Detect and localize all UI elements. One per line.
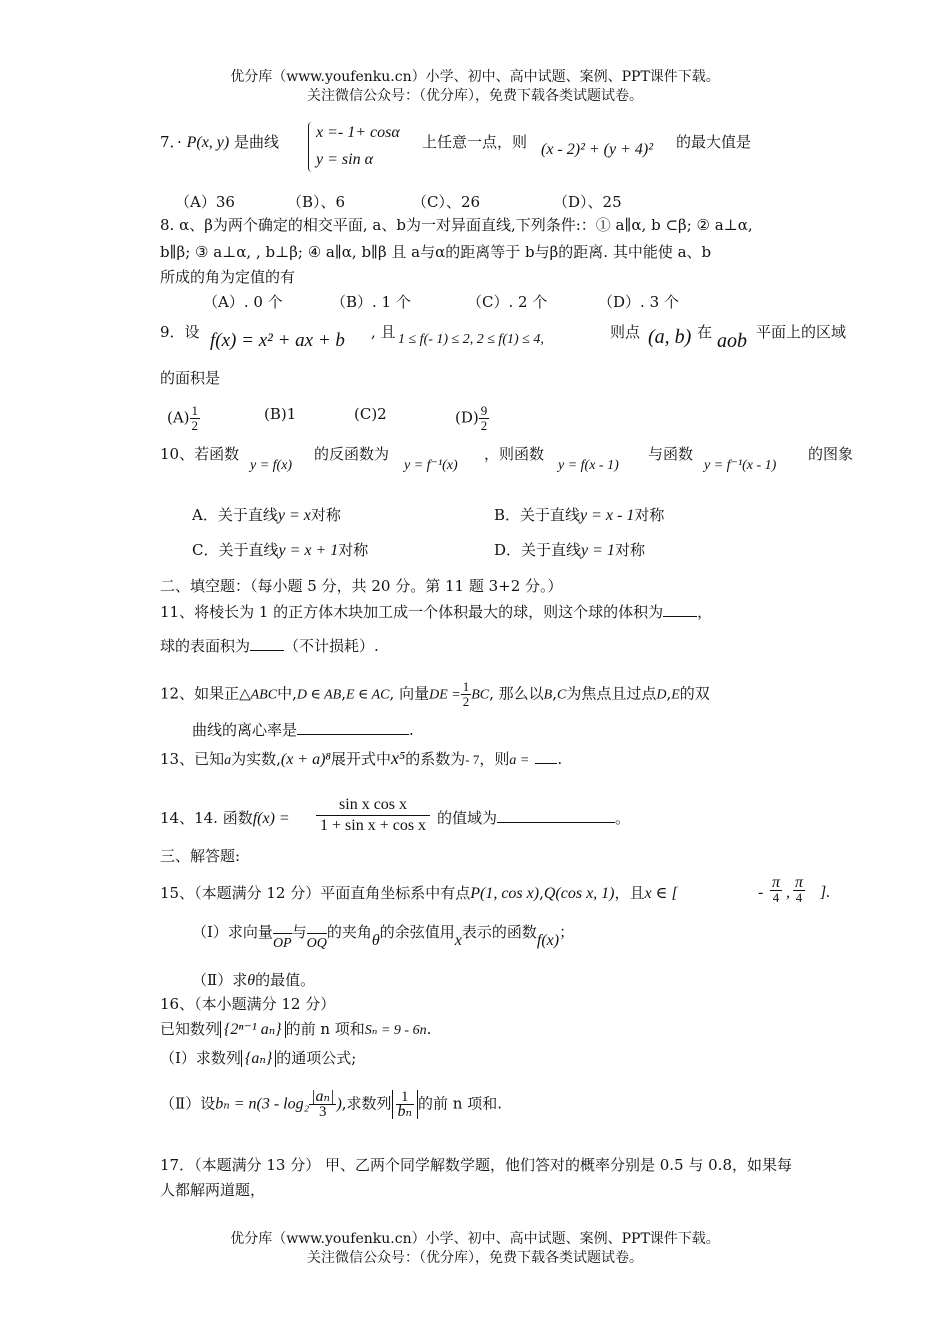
q15-part-2-text-a: （Ⅱ）求 [192,971,248,989]
q13-x5: x⁵ [391,748,406,768]
q16-part-1 [160,1048,356,1069]
q12-point-d: D [656,687,667,703]
q12-text-6: , [552,684,557,703]
q9-function: f(x) = x² + ax + b [210,330,345,351]
q15-part-2-theta: θ [247,972,256,989]
q16-text-b: 的前 n 项和 [285,1020,365,1038]
q16-part-2-text-b: ,求数列 [341,1094,392,1113]
q8-option-b: （B）. 1 个 [331,293,411,311]
q12-line-2-end: . [409,721,414,739]
q7-stem [160,132,279,153]
q10-option-d-text: D．关于直线 [494,541,582,559]
q16-part-2-text-a: （Ⅱ）设 [160,1094,216,1113]
q15-x: x [454,932,462,949]
q13-blank [535,763,557,764]
q11-blank-volume [663,616,697,617]
q10-func-4: y = f⁻¹(x - 1) [704,458,777,473]
q8-line-1: 8. α、β为两个确定的相交平面, a、b为一对异面直线,下列条件:：① a∥α, b ⊂β; ② a⊥α, [160,216,753,234]
q15-part-1-text-d: 的余弦值用 [379,923,455,941]
q9-option-d-label: (D) [455,408,479,427]
q12-vector-de: DE = [429,687,461,703]
q10-option-c [192,540,368,561]
q8-line-2: b∥β; ③ a⊥α, , b⊥β; ④ a∥α, b∥β 且 a与α的距离等于 b与β的距离. 其中能使 a、b [160,243,712,261]
q12-text-7: 为焦点且过点 [566,684,657,703]
q10-text-1: 10、若函数 [160,445,240,463]
q14-fraction-den: 1 + sin x + cos x [320,817,427,834]
q16-bn-fraction-num: |aₙ| [311,1088,335,1105]
q14-text-1 [160,808,290,829]
q10-option-c-end: 对称 [338,541,369,559]
q11-line-2-end: （不计损耗）. [284,637,379,655]
q9-option-a-label: (A) [167,408,190,427]
q12-text-8: , [666,684,672,703]
q9-text-1: , 且 [371,323,396,341]
q16-part-2 [160,1090,502,1119]
q13-text-3: 展开式中 [331,750,392,768]
q13-text-2: 为实数, [231,750,281,768]
q12-line-2-text: 曲线的离心率是 [192,721,298,739]
q7-param-eq-2: y = sin α [316,151,373,168]
q7-brace [308,122,315,172]
q16-part-1-sequence: {aₙ} [241,1050,276,1067]
q9-option-d-fraction [479,404,490,433]
q10-text-4: 与函数 [648,445,694,463]
q9-number: 9．设 [160,323,200,341]
q15-text-2: , [539,884,544,902]
q16-line-1 [160,1019,431,1041]
q13-answer-label: a = [509,753,530,768]
q16-bn: bₙ = n(3 - log₂ [215,1095,310,1113]
q12-stem [160,680,710,709]
q16-text-a: 已知数列 [160,1020,221,1038]
q15-interval-comma: , [786,884,790,901]
q15-interval-low-den: 4 [772,890,780,905]
q13-stem [160,748,562,771]
q14-label: 14、14. 函数 [160,809,253,827]
q10-option-a-eq: y = x [277,507,311,524]
q12-point-c: C [556,687,567,703]
q10-text-3: ，则函数 [484,445,545,463]
q16-bn-fraction-den: 3 [319,1104,327,1120]
q12-text-2: 中, [277,684,297,703]
q9-option-d-num: 9 [480,403,488,418]
q16-text-c: . [426,1020,432,1038]
q12-cond-1: D ∈ AB [296,687,342,703]
q17-line-1: 17．（本题满分 13 分） 甲、乙两个同学解数学题，他们答对的概率分别是 0.5 与 0.8，如果每 [160,1156,792,1174]
q9-option-a-num: 1 [191,403,199,418]
q14-blank [497,822,615,823]
q12-triangle: ABC [250,687,278,703]
q9-option-d [455,404,489,433]
q7-option-a: （A）36 [175,193,235,211]
q16-bn-end: ) [336,1095,342,1113]
q16-inverse-den: bₙ [397,1103,413,1120]
q13-expression: (x + a)⁸ [280,751,331,768]
q9-option-c: (C)2 [354,405,387,423]
q10-option-a-text: A．关于直线 [192,506,278,524]
q15-interval-low-num: π [772,874,781,891]
footer-line-1: 优分库（www.youfenku.cn）小学、初中、高中试题、案例、PPT课件下载。 [230,1231,720,1247]
q13-a: a [224,753,232,768]
section-2-title: 二、填空题：（每小题 5 分，共 20 分。第 11 题 3+2 分。） [160,577,563,595]
q12-line-2 [192,720,414,740]
q13-end: . [557,750,563,768]
q9-option-a-fraction [190,404,201,433]
q9-text-4: 平面上的区域 [756,323,847,341]
q11-line-1-text: 11、将棱长为 1 的正方体木块加工成一个体积最大的球，则这个球的体积为 [160,603,664,621]
q8-option-c: （C）. 2 个 [467,293,548,311]
q12-text-4: , 向量 [389,684,430,703]
q9-text-2: 则点 [610,323,641,341]
section-3-title: 三、解答题: [160,847,241,865]
q8-option-d: （D）. 3 个 [598,293,679,311]
q9-option-d-den: 2 [480,418,488,433]
q14-fx: f(x) = [252,810,290,827]
q10-option-d [494,540,645,561]
q15-part-2 [192,970,315,991]
q11-line-1-end: ， [697,603,713,621]
q12-fraction-den: 2 [462,694,470,709]
q13-coefficient: - 7 [465,752,480,767]
q10-option-a [192,505,341,526]
q9-point: (a, b) [648,326,692,348]
q12-fraction-num: 1 [462,679,470,694]
q15-interval-sign: - [758,884,764,901]
q12-fraction [461,680,472,709]
q9-plane: aob [717,330,747,352]
q7-option-d: （D）、25 [553,193,622,211]
footer-line-2: 关注微信公众号：（优分库），免费下载各类试题试卷。 [307,1250,643,1266]
q7-text-1: 是曲线 [234,133,280,151]
q15-part-1-text-e: 表示的函数 [461,923,537,941]
q9-option-a [167,404,200,433]
q15-part-2-text-b: 的最值。 [255,971,316,989]
q12-text-9: 的双 [679,684,710,703]
q16-inverse-sequence [392,1090,418,1119]
q10-option-d-end: 对称 [614,541,645,559]
q11-blank-area [250,650,284,651]
q12-text-5: , 那么以 [489,684,544,703]
header-line-1: 优分库（www.youfenku.cn）小学、初中、高中试题、案例、PPT课件下载。 [230,69,720,85]
q16-sum: Sₙ = 9 - 6n [364,1023,427,1038]
q7-text-3: 的最大值是 [676,133,752,151]
q15-part-1 [192,922,575,951]
q16-part-1-text-b: 的通项公式; [276,1049,357,1067]
q7-text-2: 上任意一点，则 [422,133,528,151]
q10-func-2: y = f⁻¹(x) [404,458,458,473]
q14-end: 。 [615,809,631,827]
q16-bn-fraction [309,1090,336,1119]
q10-option-a-end: 对称 [310,506,341,524]
q14-tail: 的值域为 [437,809,498,827]
q13-text-1: 13、已知 [160,750,225,768]
q13-text-5: ，则 [479,750,510,768]
q12-point-b: B [543,687,553,703]
q15-interval-close: ]. [820,884,831,901]
q7-option-b: （B）、6 [287,193,346,211]
q7-expression: (x - 2)² + (y + 4)² [541,141,654,158]
q17-line-2: 人都解两道题， [160,1181,266,1199]
q15-x-in: x ∈ [ [644,885,678,902]
q10-text-5: 的图象 [808,445,854,463]
q12-blank [297,734,409,735]
q16-title: 16、（本小题满分 12 分） [160,995,336,1013]
q12-text-3: , [341,684,346,703]
q15-part-1-text-c: 的夹角 [326,923,372,941]
q10-option-b [494,505,664,526]
q15-point-p: P(1, cos x) [470,885,540,902]
q15-stem [160,883,678,904]
q15-point-q: Q(cos x, 1) [543,885,615,902]
q15-text-1: 15、（本题满分 12 分）平面直角坐标系中有点 [160,884,471,902]
q16-sequence: {2ⁿ⁻¹ aₙ} [220,1021,286,1038]
q7-option-c: （C）、26 [412,193,481,211]
q9-text-3: 在 [697,323,713,341]
q15-part-1-text-b: 与 [291,923,307,941]
q9-condition: 1 ≤ f(- 1) ≤ 2, 2 ≤ f(1) ≤ 4, [398,332,544,347]
q10-option-b-text: B．关于直线 [494,506,581,524]
q16-part-1-text-a: （Ⅰ）求数列 [160,1049,241,1067]
q8-line-3: 所成的角为定值的有 [160,268,296,286]
q11-line-2-text: 球的表面积为 [160,637,251,655]
q14-text-2 [437,808,630,828]
q10-option-b-eq: y = x - 1 [580,507,635,524]
q10-func-1: y = f(x) [250,458,293,473]
q12-point-e: E [671,687,680,703]
q13-text-4: 的系数为 [405,750,466,768]
q15-interval-high [793,876,805,905]
q15-part-1-text-f: ； [559,923,575,941]
q10-option-b-end: 对称 [634,506,665,524]
q10-text-2: 的反函数为 [314,445,390,463]
q9-line-2: 的面积是 [160,369,221,387]
q12-vector-bc: BC [471,687,490,703]
q10-func-3: y = f(x - 1) [558,458,619,473]
q12-text-1: 12、如果正△ [160,684,251,703]
q15-vector-op: OP [273,933,292,954]
q12-cond-2: E ∈ AC [345,687,390,703]
q15-text-3: ，且 [614,884,645,902]
q9-option-a-den: 2 [191,418,199,433]
q8-option-a: （A）. 0 个 [203,293,283,311]
q10-option-d-eq: y = 1 [581,542,615,559]
q7-number: 7．· [160,133,182,151]
q14-fraction-num: sin x cos x [316,795,430,816]
q7-point: P(x, y) [186,134,230,151]
q11-line-2 [160,636,379,656]
q16-inverse-num: 1 [396,1090,414,1105]
header-line-2: 关注微信公众号：（优分库），免费下载各类试题试卷。 [307,88,643,104]
q9-option-b: (B)1 [264,405,297,423]
q15-fx: f(x) [536,932,560,949]
q7-param-eq-1: x =- 1+ cosα [316,124,400,141]
q10-option-c-text: C．关于直线 [192,541,279,559]
q14-fraction [316,795,430,836]
q15-vector-oq: OQ [307,933,327,954]
q15-part-1-text-a: （Ⅰ）求向量 [192,923,273,941]
q16-part-2-text-c: 的前 n 项和. [418,1094,502,1113]
q15-theta: θ [371,932,380,949]
q11-line-1 [160,602,712,622]
q15-interval-low [770,876,782,905]
q15-interval-high-den: 4 [795,890,803,905]
q10-option-c-eq: y = x + 1 [278,542,339,559]
q15-interval-high-num: π [795,874,804,891]
